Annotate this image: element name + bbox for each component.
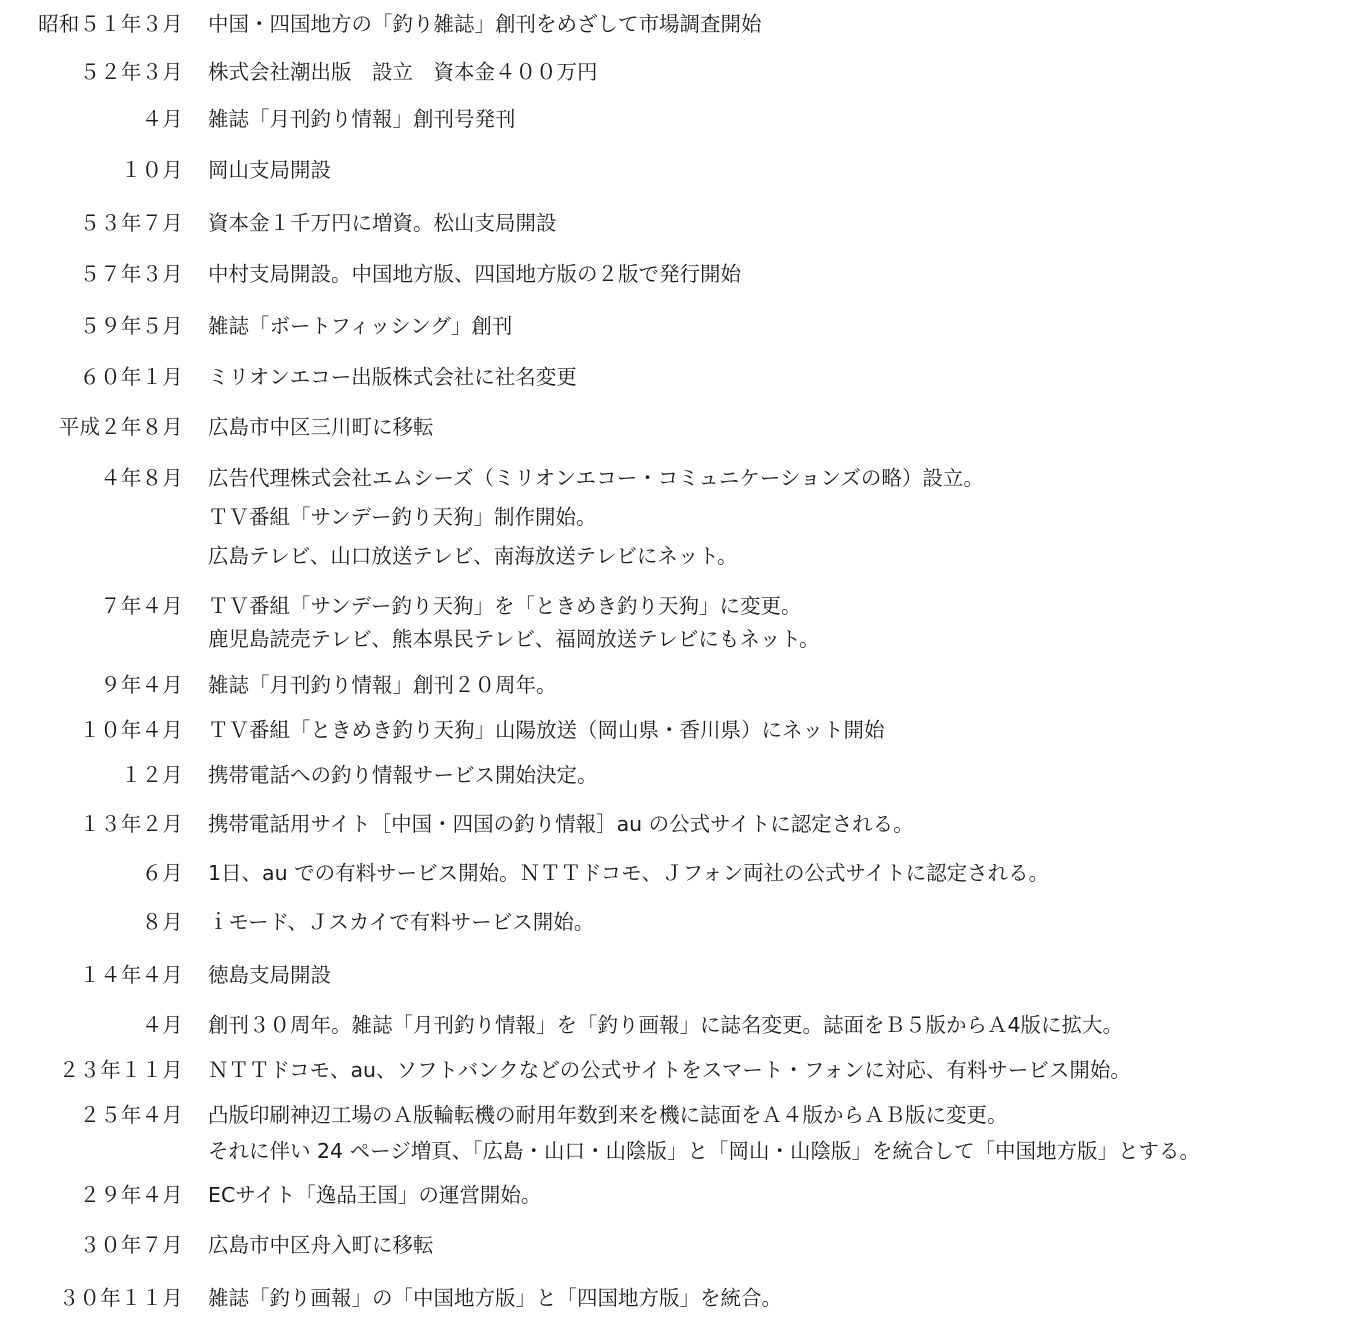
history-entry — [0, 362, 1349, 392]
entry-text: 中国・四国地方の「釣り雑誌」創刊をめざして市場調査開始 — [208, 12, 762, 36]
entry-date: ８月 — [141, 910, 183, 934]
entry-date: ９年４月 — [100, 673, 183, 697]
history-entry — [0, 463, 1349, 493]
entry-text: 凸版印刷神辺工場のＡ版輪転機の耐用年数到来を機に誌面をＡ４版からＡＢ版に変更。 — [208, 1103, 1008, 1127]
history-entry — [0, 858, 1349, 888]
entry-text: 雑誌「月刊釣り情報」創刊２０周年。 — [208, 673, 557, 697]
history-entry — [0, 1180, 1349, 1210]
entry-text: 広島市中区三川町に移転 — [208, 415, 434, 439]
history-entry — [0, 715, 1349, 745]
entry-text: 広島市中区舟入町に移転 — [208, 1233, 434, 1257]
entry-text: 岡山支局開設 — [208, 158, 331, 182]
entry-date: ７年４月 — [100, 594, 183, 618]
history-entry-continuation — [0, 624, 1349, 654]
entry-text: 雑誌「月刊釣り情報」創刊号発刊 — [208, 107, 516, 131]
entry-date: １０月 — [120, 158, 183, 182]
entry-date: ５３年７月 — [79, 211, 183, 235]
entry-date: 昭和５１年３月 — [38, 12, 183, 36]
history-entry — [0, 412, 1349, 442]
history-entry — [0, 311, 1349, 341]
entry-date: 平成２年８月 — [58, 415, 183, 439]
history-entry — [0, 259, 1349, 289]
entry-text: ミリオンエコー出版株式会社に社名変更 — [208, 365, 577, 389]
history-entry — [0, 591, 1349, 621]
entry-text: ＮＴＴドコモ、au、ソフトバンクなどの公式サイトをスマート・フォンに対応、有料サービス開始。 — [208, 1058, 1131, 1082]
entry-text: それに伴い 24 ページ増頁、「広島・山口・山陰版」と「岡山・山陰版」を統合して「中国地方版」とする。 — [208, 1139, 1200, 1163]
entry-date: ２５年４月 — [79, 1103, 183, 1127]
history-entry — [0, 907, 1349, 937]
entry-text: ＴＶ番組「サンデー釣り天狗」制作開始。 — [208, 505, 597, 529]
entry-date: ５９年５月 — [79, 314, 183, 338]
entry-text: 1日、au での有料サービス開始。ＮＴＴドコモ、Ｊフォン両社の公式サイトに認定される。 — [208, 861, 1050, 885]
history-entry — [0, 1230, 1349, 1260]
entry-date: ４年８月 — [100, 466, 183, 490]
entry-text: ECサイト「逸品王国」の運営開始。 — [208, 1183, 542, 1207]
history-entry — [0, 155, 1349, 185]
entry-date: １３年２月 — [79, 812, 183, 836]
history-entry — [0, 208, 1349, 238]
entry-text: 徳島支局開設 — [208, 963, 331, 987]
entry-date: ６０年１月 — [79, 365, 183, 389]
entry-date: ５７年３月 — [79, 262, 183, 286]
entry-text: 雑誌「ボートフィッシング」創刊 — [208, 314, 513, 338]
history-entry — [0, 104, 1349, 134]
entry-date: １２月 — [120, 763, 183, 787]
entry-date: ２３年１１月 — [58, 1058, 183, 1082]
history-entry — [0, 960, 1349, 990]
history-entry-continuation — [0, 502, 1349, 532]
entry-text: 中村支局開設。中国地方版、四国地方版の２版で発行開始 — [208, 262, 741, 286]
entry-date: ５２年３月 — [79, 60, 183, 84]
history-entry — [0, 1283, 1349, 1313]
entry-text: 創刊３０周年。雑誌「月刊釣り情報」を「釣り画報」に誌名変更。誌面をＢ５版からＡ4版に拡大。 — [208, 1013, 1124, 1037]
entry-date: １０年４月 — [79, 718, 183, 742]
history-entry — [0, 9, 1349, 39]
entry-text: 株式会社潮出版 設立 資本金４００万円 — [208, 60, 598, 84]
history-entry-continuation — [0, 541, 1349, 571]
entry-text: 鹿児島読売テレビ、熊本県民テレビ、福岡放送テレビにもネット。 — [208, 627, 820, 651]
history-entry — [0, 809, 1349, 839]
entry-text: 携帯電話への釣り情報サービス開始決定。 — [208, 763, 598, 787]
history-entry-continuation — [0, 1136, 1349, 1166]
entry-date: ２９年４月 — [79, 1183, 183, 1207]
entry-text: ＴＶ番組「ときめき釣り天狗」山陽放送（岡山県・香川県）にネット開始 — [208, 718, 885, 742]
history-entry — [0, 1055, 1349, 1085]
history-entry — [0, 670, 1349, 700]
entry-date: ３０年７月 — [79, 1233, 183, 1257]
entry-text: 広島テレビ、山口放送テレビ、南海放送テレビにネット。 — [208, 544, 738, 568]
entry-date: ４月 — [141, 107, 183, 131]
entry-date: ４月 — [141, 1013, 183, 1037]
entry-text: 資本金１千万円に増資。松山支局開設 — [208, 211, 557, 235]
entry-date: １４年４月 — [79, 963, 183, 987]
entry-text: 携帯電話用サイト［中国・四国の釣り情報］au の公式サイトに認定される。 — [208, 812, 914, 836]
entry-date: ３０年１１月 — [58, 1286, 183, 1310]
entry-text: 広告代理株式会社エムシーズ（ミリオンエコー・コミュニケーションズの略）設立。 — [208, 466, 984, 490]
history-entry — [0, 1010, 1349, 1040]
history-entry — [0, 1100, 1349, 1130]
entry-text: ＴＶ番組「サンデー釣り天狗」を「ときめき釣り天狗」に変更。 — [208, 594, 802, 618]
history-entry — [0, 760, 1349, 790]
history-entry — [0, 57, 1349, 87]
entry-text: 雑誌「釣り画報」の「中国地方版」と「四国地方版」を統合。 — [208, 1286, 782, 1310]
entry-text: ｉモード、Ｊスカイで有料サービス開始。 — [208, 910, 595, 934]
entry-date: ６月 — [141, 861, 183, 885]
